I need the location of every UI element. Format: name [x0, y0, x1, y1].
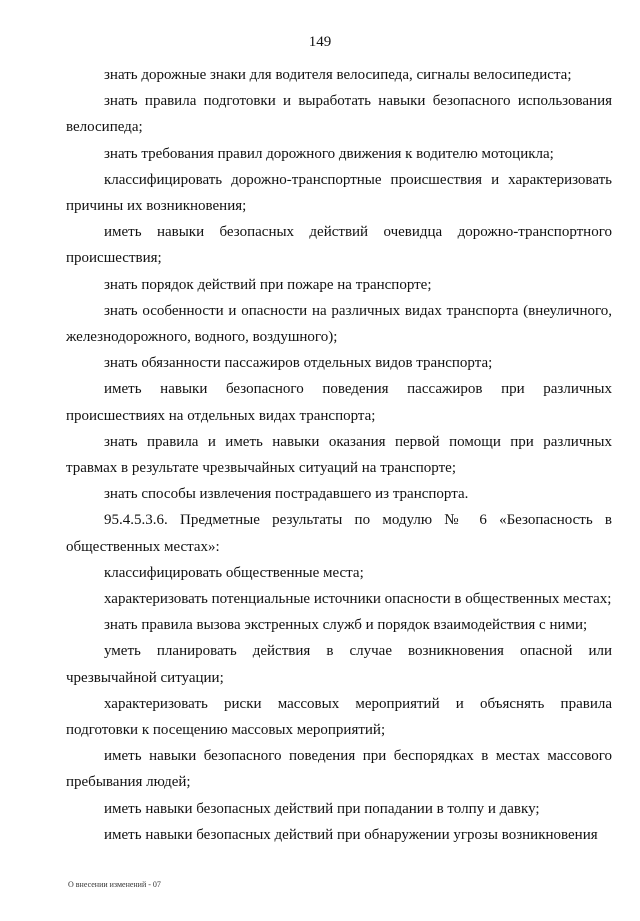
paragraph: иметь навыки безопасных действий очевидца дорожно-транспортного происшествия;: [66, 224, 612, 267]
page-body: [66, 62, 612, 848]
paragraph: знать обязанности пассажиров отдельных видов транспорта;: [104, 355, 493, 372]
paragraph: знать особенности и опасности на различных видах транспорта (внеуличного, железнодорожного, водного, воздушного);: [66, 302, 612, 346]
paragraph: знать правила подготовки и выработать навыки безопасного использования велосипеда;: [66, 93, 612, 136]
paragraph: знать порядок действий при пожаре на транспорте;: [104, 276, 432, 293]
paragraph: классифицировать общественные места;: [104, 564, 364, 581]
paragraph: характеризовать потенциальные источники опасности в общественных местах;: [104, 591, 612, 608]
paragraph: иметь навыки безопасного поведения пассажиров при различных происшествиях на отдельных видах транспорта;: [66, 381, 612, 424]
paragraph: знать правила вызова экстренных служб и порядок взаимодействия с ними;: [104, 617, 588, 634]
paragraph: иметь навыки безопасного поведения при беспорядках в местах массового пребывания людей;: [66, 748, 612, 791]
section-heading-paragraph: 95.4.5.3.6. Предметные результаты по модулю № 6 «Безопасность в общественных местах»:: [66, 512, 612, 555]
paragraph: знать правила и иметь навыки оказания первой помощи при различных травмах в результате чрезвычайных ситуаций на транспорте;: [66, 433, 612, 477]
paragraph: знать способы извлечения пострадавшего из транспорта.: [104, 486, 469, 503]
page-number: 149: [308, 34, 332, 50]
paragraph: классифицировать дорожно-транспортные происшествия и характеризовать причины их возникновения;: [66, 171, 612, 215]
paragraph: знать требования правил дорожного движения к водителю мотоцикла;: [104, 145, 554, 162]
paragraph: иметь навыки безопасных действий при попадании в толпу и давку;: [104, 800, 540, 817]
paragraph: знать дорожные знаки для водителя велосипеда, сигналы велосипедиста;: [104, 67, 572, 83]
paragraph: уметь планировать действия в случае возникновения опасной или чрезвычайной ситуации;: [66, 643, 612, 686]
footer-note: О внесении изменений - 07: [68, 880, 161, 889]
paragraph: характеризовать риски массовых мероприятий и объяснять правила подготовки к посещению массовых мероприятий;: [66, 695, 612, 739]
paragraph: иметь навыки безопасных действий при обнаружении угрозы возникновения: [104, 826, 598, 843]
